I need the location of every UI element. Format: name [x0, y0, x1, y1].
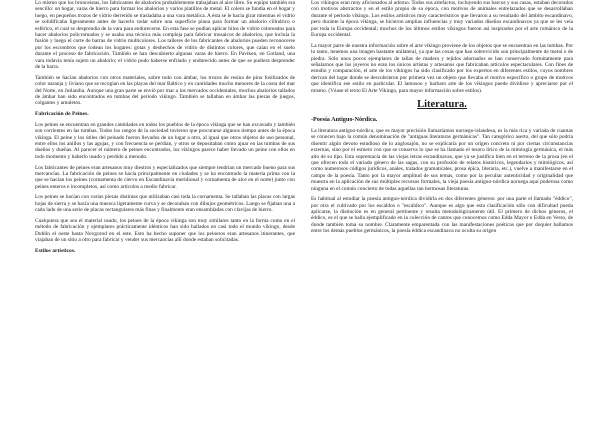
- paragraph: Lo mismo que los bronceistas, los fabricantes de abalorios probablemente trabajaban al aire libre. Su equipo también era sencillo: un hogar, varas de hierro para formar los abalorios y varios platillos de metal. El colero se fundía en el hogar y luego, en pequeños trozos de vidrio derretido se trasladaba a una vara metálica. A ésta se le hacía girar mientras el vidrio se solidificaba ligeramente antes de hacerlo rodar sobre una superficie plana para formar un abalorio cilíndrico o esférico, el cual se desprendía de la vara para endurecerse. En esta fase se podían aplicar hilos de vidrio coloreados para hacer abalorios policromados y se usaba una técnica más compleja para fabricar mosaicos de abalorios, que incluía la fusión y luego el corte de barras de vidrio multicolores. Los talleres de los fabricantes de abalorios pueden reconocerse por los escombros que rodean los hogares: gotas y deshechos de vidrio de distintos colores, que caían en el suelo durante el proceso de fabricación. También se han descubierto algunas varas de hierro. En Paviken, en Gotland, una vara todavía tenía sujeto un abalorio; el vidrio pudo haberse enfriado y endurecido antes de que se pudiera desprender de la barra.: [35, 0, 295, 71]
- paragraph: La literatura antiguo-nórdica, que es mayor precisión llamaríamos noruego-islandesa, es la más rica y variada de cuantas se conocen bajo la común denominación de "antiguas literaturas germánicas". Tan categórico aserto, del que sólo podría disentir algún devoto estudioso de lo anglosajón, no se explicaría por un origen concreto ni por ciertas circunstancias externas, sino por el esmero con que se conserva lo que se ha llamado el tesoro lírico de la mitología germánica, el más alto de su tipo. Esta supremacía de las viejas letras escandinavas, que ya se justifica bien en el terreno de la prosa (en el que ofrecen todo el variado género de las sagas, con su profusión de relatos históricos, legendarios y mitológicos, así como numerosos códigos jurídicos, anales, tratados gramaticales, prosa épica, literaria, etc.), vuelve a manifestarse en el campo de la poesía. Tanto por la mayor amplitud de sus temas, como por la peculiar autenticidad y originalidad que muestra en la aplicación de sus múltiples recursos formales, la vieja poesía antiguo-nórdica noruega aquí poderosa como ninguna en el común concierto de todas aquellas tan hermosas literaturas.: [311, 127, 573, 192]
- subsection-heading-poetry: -Poesía Antiguo-Nórdica.: [311, 115, 378, 123]
- paragraph: También se hacían abalorios con otros materiales, sobre todo con ámbar, los trozos de resina de pino fosilizados de color naranja y liviano que se recogían en las playas del mar Báltico y en cantidades mucho menores de la costa del mar del Norte, en Jutlandia. Aunque una gran parte se envió por mar a los mercados occidentales, muchos abalorios tallados de ámbar han sido encontrados en tumbas del periodo vikingo. También se tallaban en ámbar las piezas de juegos, colgantes y amuletos.: [35, 74, 295, 107]
- paragraph: Cualquiera que sea el material usado, los peines de la época vikinga son muy similares tanto en la forma como en el método de fabricación y ejemplares prácticamente idénticos han sido hallados en casi todo el mundo vikingo, desde Dublín el oeste hasta Novgorod en el este. Esto ha hecho suponer que los peineros eran artesanos itinerantes, que viajaban de un sitio a otro para fabricar y vender sus mercancías allí donde estaban solicitadas.: [35, 217, 295, 244]
- paragraph: Los fabricantes de peines eran artesanos muy diestros y especializados que siempre tendrían un mercado bueno para sus mercancías. La fabricación de peines se hacía principalmente en ciudades y se ha encontrado la materia prima con la que se hacían los peines (cornamenta de ciervo en Escandinavia meridional y cornamenta de alce en el norte) junto con peines enteros e incompletos, así como artículos a medio fabricar.: [35, 164, 295, 190]
- section-title-literature: Literatura.: [417, 98, 467, 110]
- paragraph: Los peines se hacían con varias piezas distintas que utilizaban casi toda la cornamenta. Se tallaban las placas con largas hojas de sierra y se hacía una muesca ligeramente curva y se decoraban con dibujos geométricos. Luego se fijaban una a cada lado de una serie de placas rectangulares más finas y finalmente eran ensambladas con clavijas de hierro.: [35, 194, 295, 214]
- paragraph: Los vikingos eran muy aficionados al adorno. Todos sus artefactos, incluyendo sus barcos y sus casas, estaban decorados con motivos abstractos y en el estilo propio de su época, con motivos de animales entrelazados que se desarrollaban durante el periodo vikingo. Los estilos artísticos muy característicos que llevaron a su resultado del ámbito escandinavo, pero durante la época vikinga, se hicieron amplias influencias y muy variados diseños escandinavos ya que se les veía por toda la Europa occidental; muchos de los últimos estilos vikingos fueron así inspirados por el arte románico de la Europa occidental.: [311, 0, 573, 39]
- section-heading-artistic-styles: Estilos artísticos.: [35, 247, 76, 254]
- paragraph: Es habitual al estudiar la poesía antiguo-nórdica dividirla en dos diferentes géneros: por una parte el llamado "éddico", por otra el cultivado por los escaldos o "escáldico". Aunque es algo que esta clasificación sólo con dificultad pueda aplicarse, la distinción es en general pertinente y resulta metodológicamente útil. El primero de dichos géneros, el éddico, es el que se halla ejemplificado en la colección de cantos que conocemos como Edda Mayor o Edda en Verso, de donde también toma su nombre. Claramente emparentada con las manifestaciones poéticas que por doquier hallamos entre los demás pueblos germánicos, la poesía éddica escandinava no oculta su origen: [311, 196, 573, 235]
- paragraph: La mayor parte de nuestra información sobre el arte vikingo proviene de los objetos que se encuentran en las tumbas. Por lo tanto, tenemos una imagen bastante unilateral, ya que las cosas que han sobrevivido son principalmente de metal o de piedra. Sólo unos pocos ejemplares de tallas de madera y tejidos adornados se han conservado fortuitamente para señalarnos que los joyeros no eran los únicos artistas y artesanos que fabricaban artículos espectaculares. Con fines de estudio y comparación, el arte de los vikingos ha sido clasificado por los expertos en diferentes estilos, cuyos nombres derivan del lugar donde se descubrieron por primera vez un objeto que llevaba el motivo específico o grupo de motivos que identifica ese estilo en particular. El lamosoo y barbaro arte de los vikingos puede dividirse y apreciarse por el mismo. (Véase el texto El Arte Vikingo, para mayor información sobre estilos).: [311, 42, 573, 94]
- left-column: [35, 0, 295, 424]
- section-heading-combs: Fabricación de Peines.: [35, 111, 89, 118]
- right-column: [311, 0, 573, 424]
- paragraph: Los peines se encuentran en grandes cantidades en todos los pueblos de la época vikinga que se han excavado y también son corrientes en las tumbas. Todos los rangos de la sociedad tuvieron que procurarse algunos tiempo antes de la época vikinga. El peine y los útiles del peinado fueron llevados de un lugar a otro, al igual que otros objetos de uso personal, entre ellos los anillos y las agujas, y con frecuencia se perdían, y otros se depositaban como ajuar en las tumbas de sus dueños y dueñas. Al parecer el número de peines encontrados, los vikingos parece haber llevado un peine con ellos en todo momento y haberlo usado y perdido a menudo.: [35, 121, 295, 160]
